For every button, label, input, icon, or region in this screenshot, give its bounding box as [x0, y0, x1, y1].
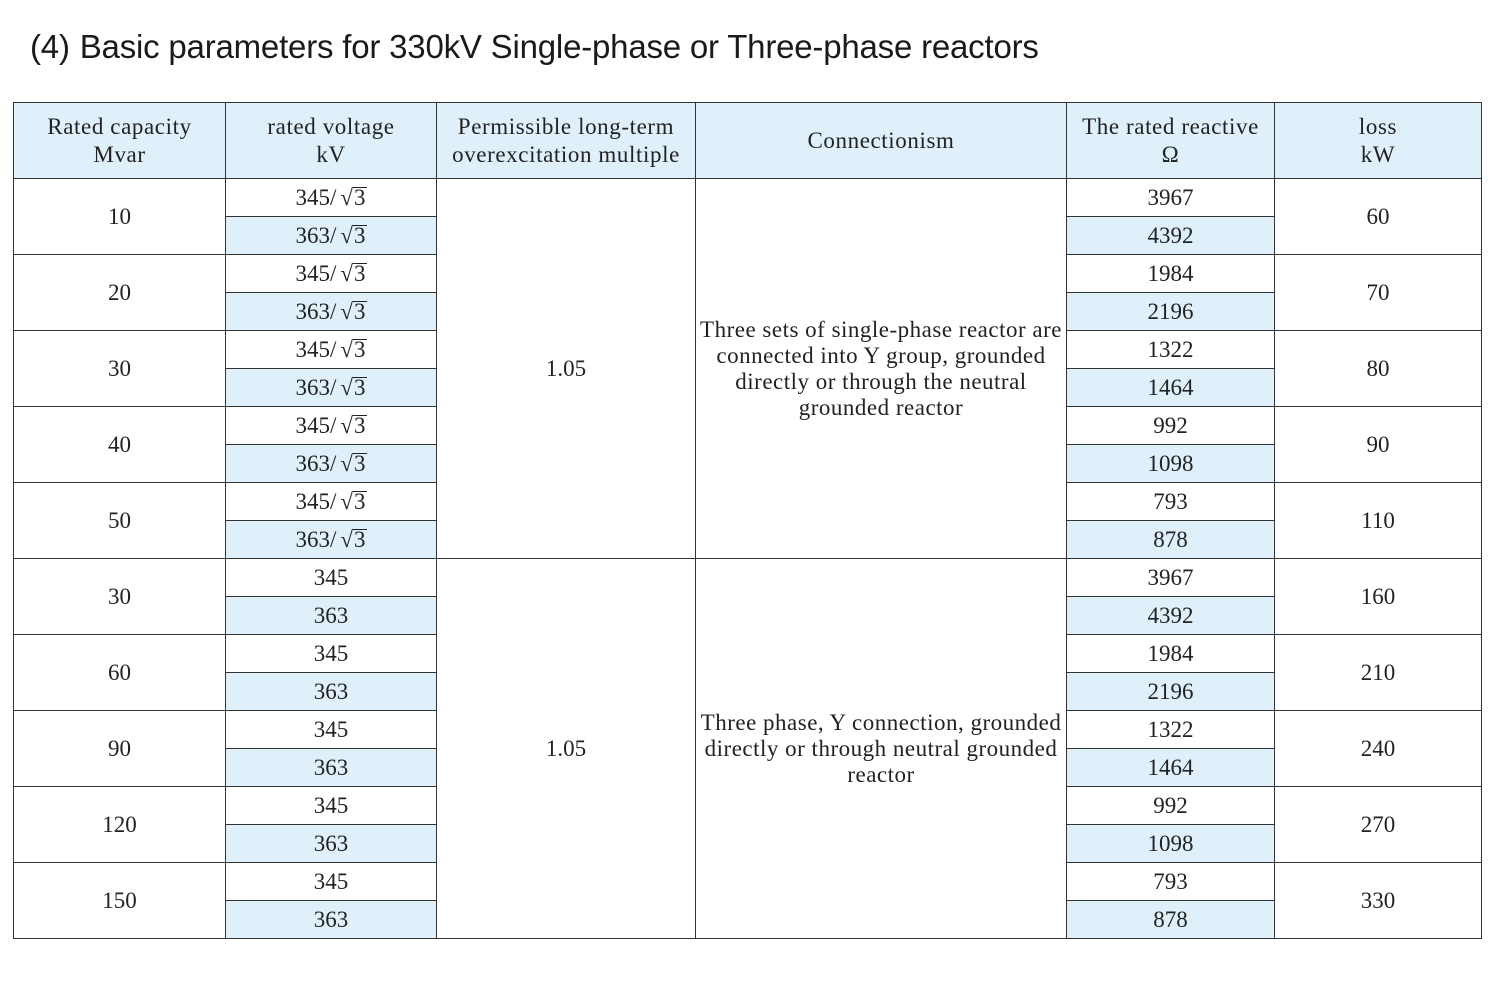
voltage-value: 345/ — [295, 184, 337, 210]
cell-rated-voltage — [226, 863, 437, 901]
radical-sign: √ — [340, 374, 353, 400]
cell-loss: 330 — [1275, 863, 1482, 939]
radicand-value: 3 — [354, 374, 366, 400]
radical-sign: √ — [340, 184, 353, 210]
header-rated-reactive: The rated reactive Ω — [1067, 103, 1275, 179]
cell-rated-reactive: 878 — [1067, 901, 1275, 939]
radical-sign: √ — [340, 222, 353, 248]
voltage-value: 345/ — [295, 260, 337, 286]
radical-sign: √ — [340, 412, 353, 438]
cell-rated-reactive: 1098 — [1067, 825, 1275, 863]
voltage-value: 363 — [313, 754, 349, 780]
cell-rated-reactive: 793 — [1067, 863, 1275, 901]
cell-rated-voltage — [226, 635, 437, 673]
voltage-value: 363/ — [295, 222, 337, 248]
voltage-value: 363/ — [295, 374, 337, 400]
table-row — [14, 179, 1482, 217]
cell-loss: 80 — [1275, 331, 1482, 407]
square-root-symbol — [336, 527, 366, 553]
cell-rated-voltage — [226, 787, 437, 825]
cell-rated-voltage — [226, 825, 437, 863]
cell-overexcitation-multiple: 1.05 — [437, 559, 696, 939]
cell-rated-reactive: 2196 — [1067, 673, 1275, 711]
cell-connectionism: Three phase, Y connection, grounded directly or through neutral grounded reactor — [696, 559, 1067, 939]
voltage-value: 345 — [313, 868, 349, 894]
voltage-value: 345 — [313, 792, 349, 818]
radicand-value: 3 — [354, 336, 366, 362]
cell-rated-reactive: 992 — [1067, 787, 1275, 825]
cell-rated-reactive: 1322 — [1067, 711, 1275, 749]
radical-sign: √ — [340, 488, 353, 514]
table-row — [14, 559, 1482, 597]
radicand-value: 3 — [354, 260, 366, 286]
voltage-value: 345 — [313, 716, 349, 742]
radicand-value: 3 — [354, 412, 366, 438]
cell-loss: 240 — [1275, 711, 1482, 787]
radical-sign: √ — [340, 298, 353, 324]
cell-rated-reactive: 1984 — [1067, 255, 1275, 293]
cell-rated-reactive: 1464 — [1067, 749, 1275, 787]
cell-rated-capacity: 50 — [14, 483, 226, 559]
header-overexcitation-multiple: Permissible long-term overexcitation multiple — [437, 103, 696, 179]
cell-rated-reactive: 878 — [1067, 521, 1275, 559]
cell-rated-capacity: 150 — [14, 863, 226, 939]
page-title — [30, 28, 1039, 66]
cell-rated-voltage — [226, 293, 437, 331]
voltage-value: 363 — [313, 906, 349, 932]
header-rated-voltage: rated voltage kV — [226, 103, 437, 179]
header-loss: loss kW — [1275, 103, 1482, 179]
square-root-symbol — [336, 375, 366, 401]
cell-loss: 270 — [1275, 787, 1482, 863]
radicand-value: 3 — [354, 184, 366, 210]
cell-rated-reactive: 1464 — [1067, 369, 1275, 407]
cell-rated-voltage — [226, 559, 437, 597]
cell-rated-voltage — [226, 483, 437, 521]
cell-rated-reactive: 1098 — [1067, 445, 1275, 483]
voltage-value: 345 — [313, 564, 349, 590]
voltage-value: 363 — [313, 678, 349, 704]
cell-rated-voltage — [226, 445, 437, 483]
table-body — [14, 179, 1482, 939]
radical-sign: √ — [340, 260, 353, 286]
cell-rated-reactive: 1322 — [1067, 331, 1275, 369]
radicand-value: 3 — [354, 450, 366, 476]
cell-rated-voltage — [226, 369, 437, 407]
radicand-value: 3 — [354, 298, 366, 324]
cell-rated-voltage — [226, 217, 437, 255]
radicand-value: 3 — [354, 488, 366, 514]
cell-connectionism: Three sets of single-phase reactor are connected into Y group, grounded directly or through the neutral grounded reactor — [696, 179, 1067, 559]
cell-loss: 60 — [1275, 179, 1482, 255]
cell-loss: 210 — [1275, 635, 1482, 711]
square-root-symbol — [336, 299, 366, 325]
cell-rated-capacity: 90 — [14, 711, 226, 787]
cell-rated-voltage — [226, 749, 437, 787]
cell-rated-voltage — [226, 521, 437, 559]
cell-rated-capacity: 60 — [14, 635, 226, 711]
cell-rated-capacity: 10 — [14, 179, 226, 255]
radicand-value: 3 — [354, 222, 366, 248]
square-root-symbol — [336, 185, 366, 211]
header-rated-capacity: Rated capacity Mvar — [14, 103, 226, 179]
voltage-value: 345 — [313, 640, 349, 666]
cell-rated-voltage — [226, 597, 437, 635]
voltage-value: 363 — [313, 602, 349, 628]
square-root-symbol — [336, 413, 366, 439]
square-root-symbol — [336, 337, 366, 363]
cell-rated-reactive: 2196 — [1067, 293, 1275, 331]
cell-rated-capacity: 20 — [14, 255, 226, 331]
cell-rated-voltage — [226, 179, 437, 217]
voltage-value: 345/ — [295, 336, 337, 362]
cell-rated-reactive: 992 — [1067, 407, 1275, 445]
cell-rated-capacity: 120 — [14, 787, 226, 863]
cell-overexcitation-multiple: 1.05 — [437, 179, 696, 559]
header-connectionism: Connectionism — [696, 103, 1067, 179]
voltage-value: 345/ — [295, 412, 337, 438]
radicand-value: 3 — [354, 526, 366, 552]
square-root-symbol — [336, 223, 366, 249]
cell-rated-voltage — [226, 331, 437, 369]
cell-rated-voltage — [226, 255, 437, 293]
cell-rated-reactive: 3967 — [1067, 559, 1275, 597]
voltage-value: 345/ — [295, 488, 337, 514]
cell-rated-voltage — [226, 901, 437, 939]
voltage-value: 363 — [313, 830, 349, 856]
square-root-symbol — [336, 489, 366, 515]
cell-rated-reactive: 3967 — [1067, 179, 1275, 217]
radical-sign: √ — [340, 450, 353, 476]
header-row — [14, 103, 1482, 179]
cell-rated-voltage — [226, 711, 437, 749]
radical-sign: √ — [340, 336, 353, 362]
voltage-value: 363/ — [295, 526, 337, 552]
radical-sign: √ — [340, 526, 353, 552]
cell-rated-capacity: 40 — [14, 407, 226, 483]
cell-rated-reactive: 793 — [1067, 483, 1275, 521]
reactor-parameters-table — [13, 102, 1482, 939]
title-number: (4) — [30, 28, 70, 65]
cell-rated-voltage — [226, 407, 437, 445]
cell-rated-reactive: 4392 — [1067, 597, 1275, 635]
cell-rated-reactive: 1984 — [1067, 635, 1275, 673]
cell-rated-capacity: 30 — [14, 559, 226, 635]
cell-loss: 70 — [1275, 255, 1482, 331]
voltage-value: 363/ — [295, 298, 337, 324]
cell-rated-reactive: 4392 — [1067, 217, 1275, 255]
square-root-symbol — [336, 451, 366, 477]
cell-rated-capacity: 30 — [14, 331, 226, 407]
voltage-value: 363/ — [295, 450, 337, 476]
title-text: Basic parameters for 330kV Single-phase or Three-phase reactors — [79, 28, 1039, 65]
square-root-symbol — [336, 261, 366, 287]
cell-loss: 160 — [1275, 559, 1482, 635]
cell-rated-voltage — [226, 673, 437, 711]
cell-loss: 110 — [1275, 483, 1482, 559]
cell-loss: 90 — [1275, 407, 1482, 483]
